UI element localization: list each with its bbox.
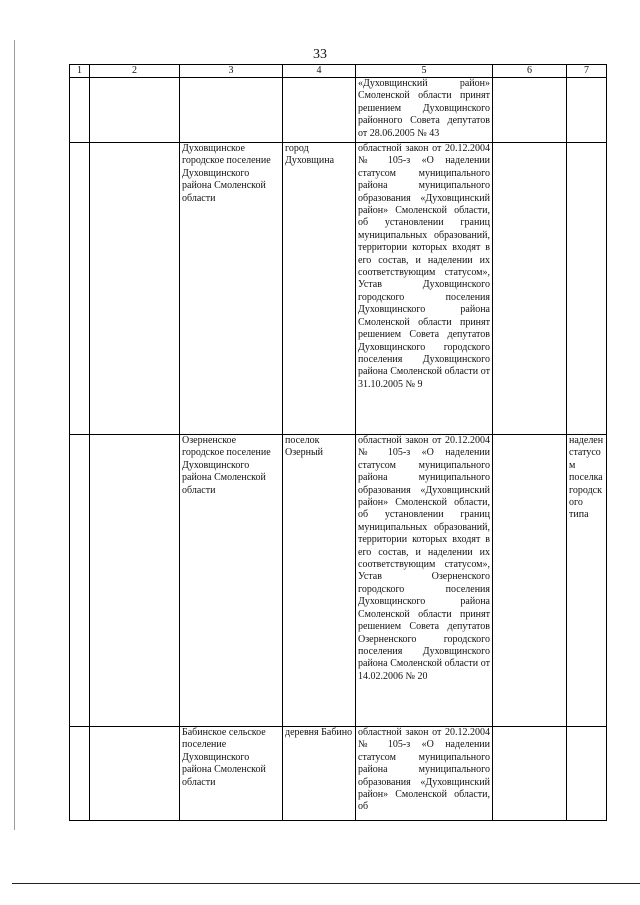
cell-legal-basis: областной закон от 20.12.2004 № 105-з «О наделении статусом муниципального района муниципального образования «Духовщинский район» Смоленской области, об установлении границ муниципальных образований, территории которых входят в его состав, и наделении их соответствующим статусом», Устав Духовщинского городского поселения Духовщинского района Смоленской области принят решением Совета депутатов Духовщинского городского поселения Духовщинского района Смоленской области от 31.10.2005 № 9 [356, 143, 493, 435]
cell-settlement-name [180, 78, 283, 143]
cell-settlement-name: Озерненское городское поселение Духовщинского района Смоленской области [180, 435, 283, 727]
cell-settlement-name: Духовщинское городское поселение Духовщинского района Смоленской области [180, 143, 283, 435]
cell-col6 [493, 143, 567, 435]
cell-district [90, 435, 180, 727]
column-header-4: 4 [283, 65, 356, 78]
cell-col6 [493, 435, 567, 727]
cell-number [70, 727, 90, 821]
cell-district [90, 78, 180, 143]
municipal-registry-table [69, 64, 607, 821]
cell-administrative-center: деревня Бабино [283, 727, 356, 821]
column-header-7: 7 [567, 65, 607, 78]
column-header-6: 6 [493, 65, 567, 78]
cell-administrative-center: город Духовщина [283, 143, 356, 435]
table-row [70, 78, 607, 143]
table-header-row [70, 65, 607, 78]
column-header-5: 5 [356, 65, 493, 78]
page-number: 33 [313, 47, 327, 62]
cell-district [90, 727, 180, 821]
cell-legal-basis: «Духовщинский район» Смоленской области принят решением Духовщинского районного Совета депутатов от 28.06.2005 № 43 [356, 78, 493, 143]
cell-settlement-name: Бабинское сельское поселение Духовщинского района Смоленской области [180, 727, 283, 821]
cell-legal-basis: областной закон от 20.12.2004 № 105-з «О наделении статусом муниципального района муниципального образования «Духовщинский район» Смоленской области, об установлении границ муниципальных образований, территории которых входят в его состав, и наделении их соответствующим статусом», Устав Озерненского городского поселения Духовщинского района Смоленской области принят решением Совета депутатов Озерненского городского поселения Духовщинского района Смоленской области от 14.02.2006 № 20 [356, 435, 493, 727]
cell-administrative-center: поселок Озерный [283, 435, 356, 727]
cell-number [70, 143, 90, 435]
cell-district [90, 143, 180, 435]
page-left-edge-line [14, 40, 15, 830]
column-header-2: 2 [90, 65, 180, 78]
cell-notes [567, 143, 607, 435]
column-header-1: 1 [70, 65, 90, 78]
cell-notes [567, 78, 607, 143]
cell-administrative-center [283, 78, 356, 143]
column-header-3: 3 [180, 65, 283, 78]
cell-notes [567, 727, 607, 821]
cell-legal-basis: областной закон от 20.12.2004 № 105-з «О наделении статусом муниципального района муниципального образования «Духовщинский район» Смоленской области, об [356, 727, 493, 821]
cell-col6 [493, 78, 567, 143]
table-row [70, 143, 607, 435]
cell-number [70, 78, 90, 143]
table-row [70, 727, 607, 821]
cell-col6 [493, 727, 567, 821]
cell-number [70, 435, 90, 727]
table-row [70, 435, 607, 727]
page-bottom-edge-line [12, 883, 640, 884]
cell-notes: наделен статусом поселка городского типа [567, 435, 607, 727]
